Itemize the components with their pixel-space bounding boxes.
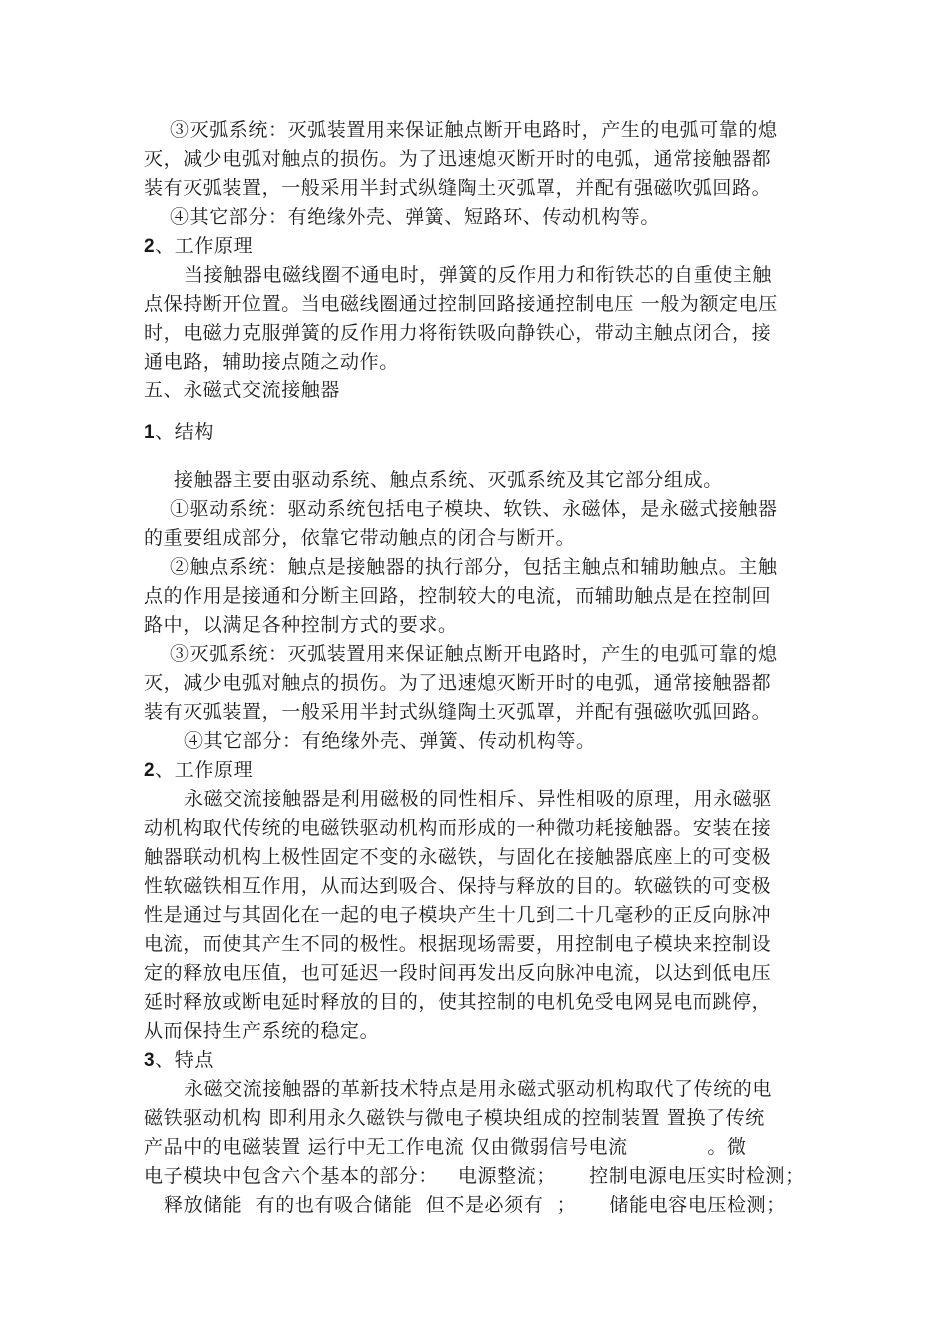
heading-number: 1: [144, 422, 156, 443]
paragraph-line: 点保持断开位置。当电磁线圈通过控制回路接通控制电压 一般为额定电压: [144, 293, 778, 315]
heading-number: 3: [144, 1050, 156, 1071]
paragraph-line: ②触点系统：触点是接触器的执行部分，包括主触点和辅助触点。主触: [170, 556, 778, 578]
paragraph-line: 接触器主要由驱动系统、触点系统、灭弧系统及其它部分组成。: [174, 469, 723, 491]
paragraph-line: 延时释放或断电延时释放的目的，使其控制的电机免受电网晃电而跳停，: [144, 991, 772, 1013]
paragraph-line: 电流，而使其产生不同的极性。根据现场需要，用控制电子模块来控制设: [144, 933, 772, 955]
heading-number: 2: [144, 236, 156, 257]
paragraph-line: 从而保持生产系统的稳定。: [144, 1020, 380, 1042]
paragraph-line: ④其它部分：有绝缘外壳、弹簧、传动机构等。: [184, 730, 596, 752]
paragraph-line: 当接触器电磁线圈不通电时，弹簧的反作用力和衔铁芯的自重使主触: [184, 264, 773, 286]
paragraph-line: 的重要组成部分，依靠它带动触点的闭合与断开。: [144, 527, 576, 549]
paragraph-line: 装有灭弧装置，一般采用半封式纵缝陶土灭弧罩，并配有强磁吹弧回路。: [144, 177, 772, 199]
paragraph-line: 永磁交流接触器是利用磁极的同性相斥、异性相吸的原理，用永磁驱: [184, 788, 773, 810]
section-heading: [0, 1046, 950, 1074]
paragraph-line: 磁铁驱动机构 即利用永久磁铁与微电子模块组成的控制装置 置换了传统: [144, 1107, 765, 1129]
paragraph-line: 释放储能 有的也有吸合储能 但不是必须有 ； 储能电容电压检测；: [164, 1194, 786, 1216]
heading-number: 2: [144, 760, 156, 781]
paragraph-line: ④其它部分：有绝缘外壳、弹簧、短路环、传动机构等。: [170, 206, 661, 228]
paragraph-line: 通电路，辅助接点随之动作。: [144, 351, 399, 373]
paragraph-line: ③灭弧系统：灭弧装置用来保证触点断开电路时，产生的电弧可靠的熄: [170, 643, 778, 665]
heading-text: 、结构: [155, 421, 214, 443]
paragraph-line: ③灭弧系统：灭弧装置用来保证触点断开电路时，产生的电弧可靠的熄: [170, 119, 778, 141]
paragraph-line: 性软磁铁相互作用，从而达到吸合、保持与释放的目的。软磁铁的可变极: [144, 875, 772, 897]
paragraph-line: 永磁交流接触器的革新技术特点是用永磁式驱动机构取代了传统的电: [184, 1078, 773, 1100]
paragraph-line: 定的释放电压值，也可延迟一段时间再发出反向脉冲电流，以达到低电压: [144, 962, 772, 984]
section-heading: [0, 418, 950, 446]
paragraph-line: 性是通过与其固化在一起的电子模块产生十几到二十几毫秒的正反向脉冲: [144, 904, 772, 926]
paragraph-line: 产品中的电磁装置 运行中无工作电流 仅由微弱信号电流 。微: [144, 1136, 747, 1158]
paragraph-line: 电子模块中包含六个基本的部分： 电源整流； 控制电源电压实时检测；: [144, 1165, 805, 1187]
paragraph-line: 时，电磁力克服弹簧的反作用力将衔铁吸向静铁心，带动主触点闭合，接: [144, 322, 772, 344]
paragraph-line: 点的作用是接通和分断主回路，控制较大的电流，而辅助触点是在控制回: [144, 585, 772, 607]
paragraph-line: 路中，以满足各种控制方式的要求。: [144, 614, 458, 636]
paragraph-line: 灭，减少电弧对触点的损伤。为了迅速熄灭断开时的电弧，通常接触器都: [144, 148, 772, 170]
section-heading: [0, 756, 950, 784]
section-title: 五、永磁式交流接触器: [144, 379, 341, 401]
heading-text: 、工作原理: [155, 759, 254, 781]
heading-text: 、特点: [155, 1049, 214, 1071]
paragraph-line: 装有灭弧装置，一般采用半封式纵缝陶土灭弧罩，并配有强磁吹弧回路。: [144, 701, 772, 723]
paragraph-line: ①驱动系统：驱动系统包括电子模块、软铁、永磁体，是永磁式接触器: [170, 498, 778, 520]
paragraph-line: 动机构取代传统的电磁铁驱动机构而形成的一种微功耗接触器。安装在接: [144, 817, 772, 839]
section-heading: [0, 232, 950, 260]
paragraph-line: 灭，减少电弧对触点的损伤。为了迅速熄灭断开时的电弧，通常接触器都: [144, 672, 772, 694]
heading-text: 、工作原理: [155, 235, 254, 257]
paragraph-line: 触器联动机构上极性固定不变的永磁铁，与固化在接触器底座上的可变极: [144, 846, 772, 868]
